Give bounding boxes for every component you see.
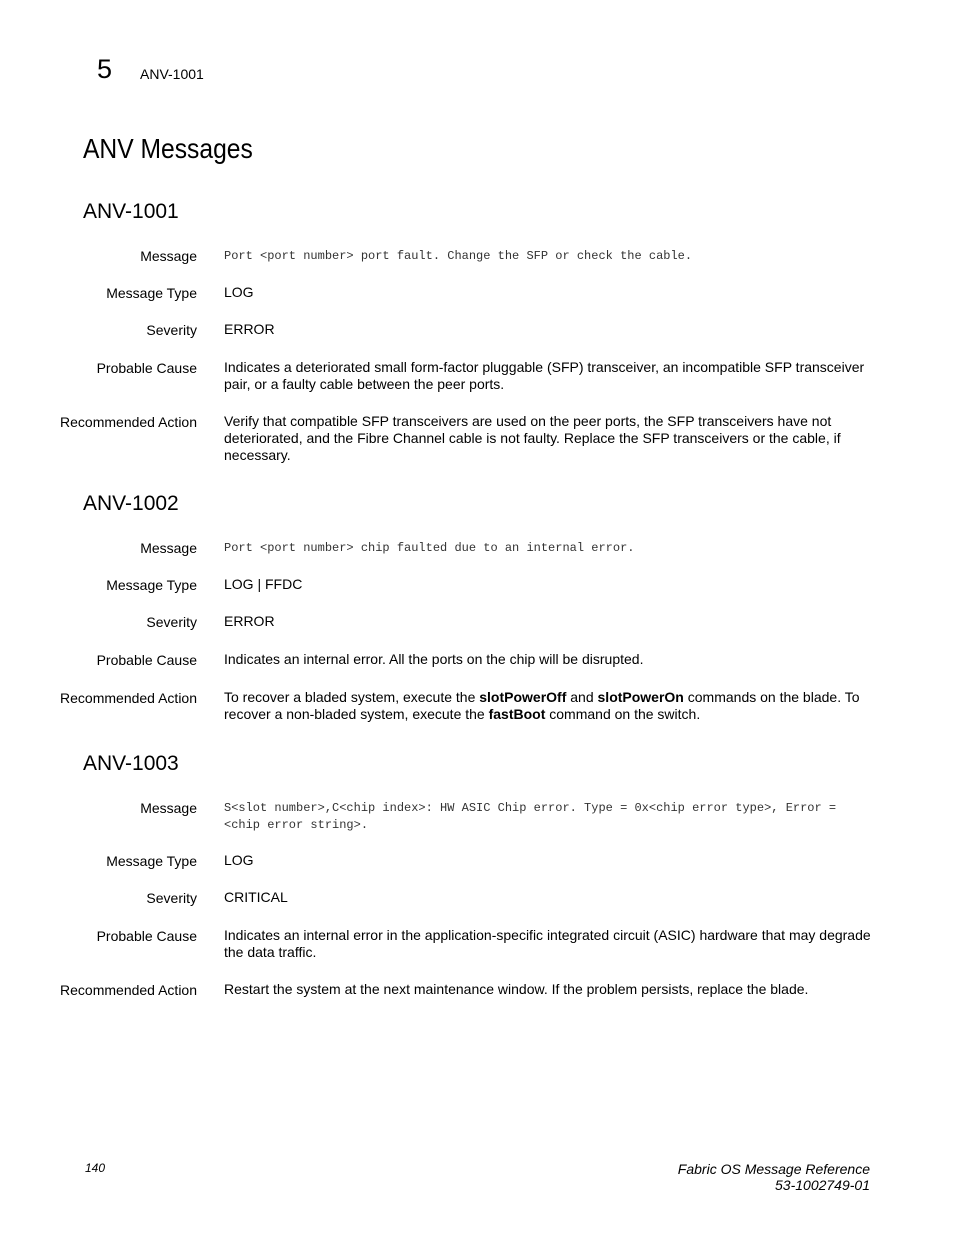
recommended-action-value	[224, 689, 874, 723]
doc-number: 53-1002749-01	[775, 1177, 870, 1193]
probable-cause-label: Probable Cause	[96, 652, 197, 668]
severity-value: ERROR	[224, 613, 275, 629]
page-number: 140	[85, 1161, 106, 1175]
recommended-action-value: Verify that compatible SFP transceivers are used on the peer ports, the SFP transceivers have not deteriorated, and the Fibre Channel cable is not faulty. Replace the SFP transceivers or the cable, if necessary.	[224, 413, 841, 463]
message-heading-anv-1002: ANV-1002	[83, 492, 179, 515]
command-slotpoweron: slotPowerOn	[597, 689, 684, 705]
running-header: ANV-1001	[140, 66, 204, 82]
probable-cause-value: Indicates a deteriorated small form-factor pluggable (SFP) transceiver, an incompatible SFP transceiver pair, or a faulty cable between the peer ports.	[224, 359, 865, 392]
severity-label: Severity	[146, 614, 197, 630]
message-text: Port <port number> chip faulted due to an internal error.	[224, 541, 635, 555]
message-type-label: Message Type	[106, 285, 197, 301]
severity-value: CRITICAL	[224, 889, 288, 905]
message-type-value: LOG	[224, 852, 254, 868]
action-text: and	[566, 689, 598, 705]
probable-cause-value: Indicates an internal error in the application-specific integrated circuit (ASIC) hardware that may degrade the data traffic.	[224, 927, 871, 960]
chapter-number: 5	[97, 54, 113, 84]
command-slotpoweroff: slotPowerOff	[479, 689, 567, 705]
recommended-action-label: Recommended Action	[60, 982, 197, 998]
recommended-action-value: Restart the system at the next maintenance window. If the problem persists, replace the blade.	[224, 981, 809, 997]
probable-cause-label: Probable Cause	[96, 928, 197, 944]
severity-label: Severity	[146, 890, 197, 906]
message-label: Message	[140, 248, 197, 264]
recommended-action-label: Recommended Action	[60, 690, 197, 706]
message-type-value: LOG | FFDC	[224, 576, 303, 592]
message-text: Port <port number> port fault. Change the SFP or check the cable.	[224, 249, 693, 263]
command-fastboot: fastBoot	[488, 706, 546, 722]
message-type-label: Message Type	[106, 577, 197, 593]
message-label: Message	[140, 540, 197, 556]
doc-title: Fabric OS Message Reference	[677, 1161, 870, 1177]
severity-value: ERROR	[224, 321, 275, 337]
probable-cause-value: Indicates an internal error. All the ports on the chip will be disrupted.	[224, 651, 644, 667]
severity-label: Severity	[146, 322, 197, 338]
action-text: To recover a bladed system, execute the	[224, 689, 480, 705]
message-type-value: LOG	[224, 284, 254, 300]
action-text: command on the switch.	[545, 706, 701, 722]
message-type-label: Message Type	[106, 853, 197, 869]
message-heading-anv-1003: ANV-1003	[83, 752, 179, 775]
action-text: commands on the blade. To recover a non-bladed system, execute the	[224, 689, 860, 722]
message-heading-anv-1001: ANV-1001	[83, 200, 179, 223]
probable-cause-label: Probable Cause	[96, 360, 197, 376]
message-text: S<slot number>,C<chip index>: HW ASIC Chip error. Type = 0x<chip error type>, Error = <chip error string>.	[224, 801, 837, 832]
message-label: Message	[140, 800, 197, 816]
recommended-action-label: Recommended Action	[60, 414, 197, 430]
footer-doc-info	[678, 1161, 870, 1193]
page-title: ANV Messages	[83, 133, 253, 164]
